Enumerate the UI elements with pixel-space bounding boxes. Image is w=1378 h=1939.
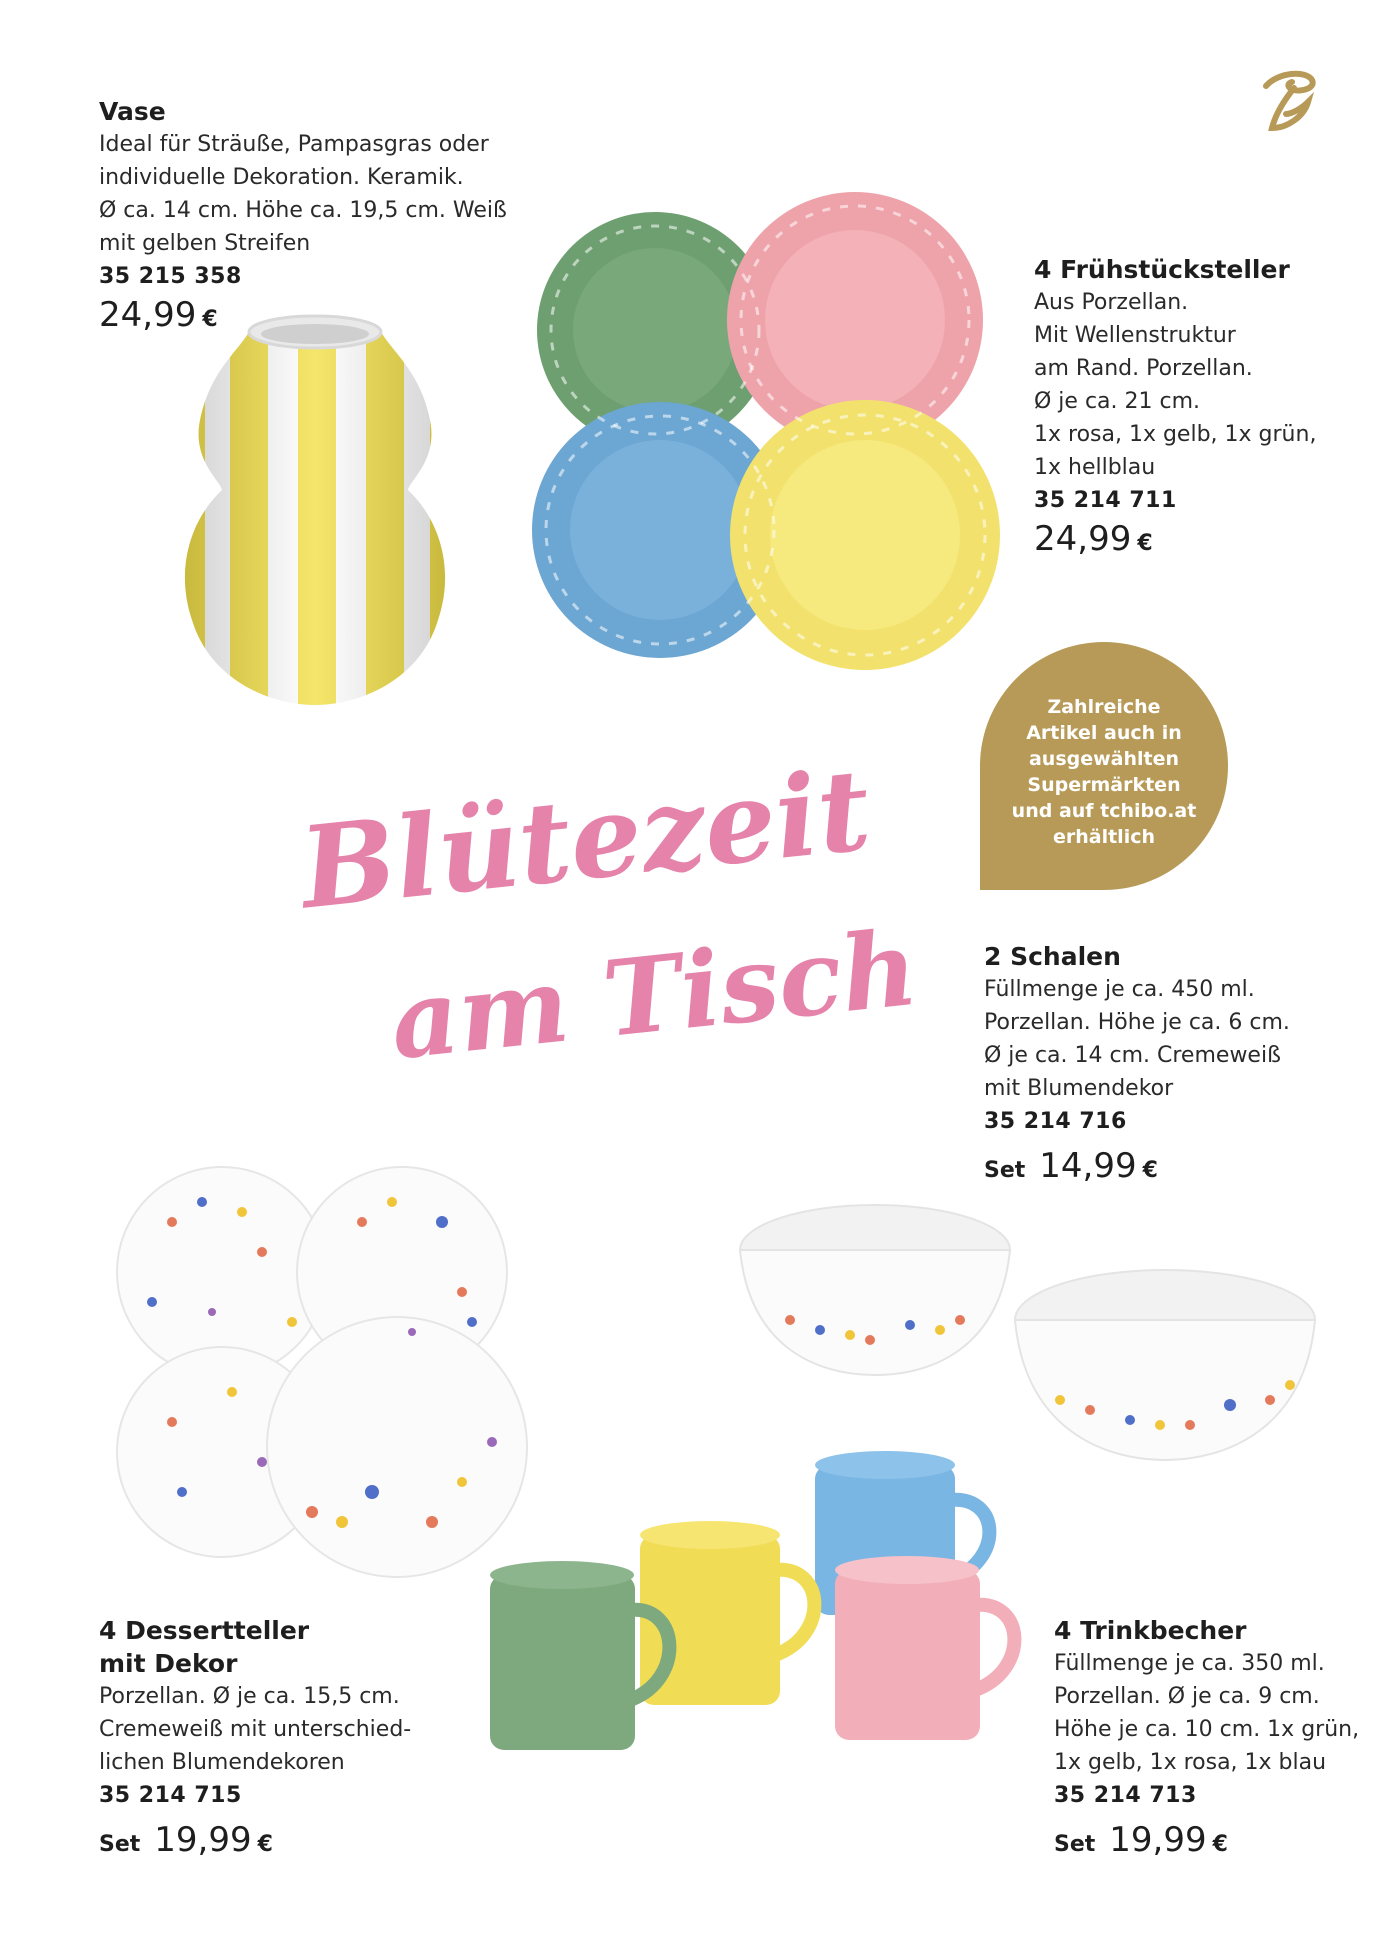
currency: €: [1137, 531, 1153, 556]
price-row: [1034, 519, 1354, 559]
tchibo-logo-icon: [1258, 68, 1318, 138]
product-title: 2 Schalen: [984, 942, 1121, 971]
product-title: 4 Dessertteller: [99, 1616, 310, 1645]
price: 14,99: [1039, 1146, 1137, 1186]
desc-line: 1x rosa, 1x gelb, 1x grün,: [1034, 422, 1317, 447]
desc-line: Ø ca. 14 cm. Höhe ca. 19,5 cm. Weiß: [99, 198, 507, 223]
set-label: Set: [99, 1832, 141, 1857]
product-fruehstuecksteller: [1034, 253, 1354, 559]
set-label: Set: [984, 1158, 1026, 1183]
desc-line: 1x hellblau: [1034, 455, 1156, 480]
article-number: 35 214 715: [99, 1783, 242, 1808]
desc-line: Porzellan. Ø je ca. 9 cm.: [1054, 1684, 1320, 1709]
desc-line: Porzellan. Ø je ca. 15,5 cm.: [99, 1684, 400, 1709]
price: 24,99: [99, 295, 197, 335]
price: 24,99: [1034, 519, 1132, 559]
article-number: 35 214 711: [1034, 488, 1177, 513]
currency: €: [1142, 1158, 1158, 1183]
desc-line: mit gelben Streifen: [99, 231, 311, 256]
mugs-image: [480, 1440, 1040, 1760]
article-number: 35 214 713: [1054, 1783, 1197, 1808]
article-number: 35 215 358: [99, 264, 242, 289]
desc-line: Mit Wellenstruktur: [1034, 323, 1236, 348]
currency: €: [1212, 1832, 1228, 1857]
product-vase: [99, 95, 519, 335]
vase-image: [180, 310, 450, 710]
desc-line: Ø je ca. 14 cm. Cremeweiß: [984, 1043, 1281, 1068]
desc-line: Porzellan. Höhe je ca. 6 cm.: [984, 1010, 1290, 1035]
product-title: mit Dekor: [99, 1649, 238, 1678]
dessert-plates-image: [112, 1162, 532, 1602]
desc-line: mit Blumendekor: [984, 1076, 1174, 1101]
desc-line: lichen Blumendekoren: [99, 1750, 345, 1775]
price: 19,99: [154, 1820, 252, 1860]
desc-line: individuelle Dekoration. Keramik.: [99, 165, 464, 190]
colored-plates-image: [525, 210, 1025, 680]
product-schalen: [984, 940, 1354, 1186]
set-label: Set: [1054, 1832, 1096, 1857]
desc-line: Höhe je ca. 10 cm. 1x grün,: [1054, 1717, 1360, 1742]
currency: €: [257, 1832, 273, 1857]
product-dessertteller: [99, 1614, 499, 1860]
desc-line: Aus Porzellan.: [1034, 290, 1189, 315]
headline-line-2: am Tisch: [384, 905, 923, 1084]
price-row: [1054, 1820, 1364, 1860]
desc-line: 1x gelb, 1x rosa, 1x blau: [1054, 1750, 1327, 1775]
currency: €: [202, 307, 218, 332]
price-row: [99, 1820, 499, 1860]
desc-line: am Rand. Porzellan.: [1034, 356, 1253, 381]
product-title: Vase: [99, 97, 166, 126]
desc-line: Cremeweiß mit unterschied-: [99, 1717, 412, 1742]
product-title: 4 Trinkbecher: [1054, 1616, 1247, 1645]
article-number: 35 214 716: [984, 1109, 1127, 1134]
product-trinkbecher: [1054, 1614, 1364, 1860]
product-title: 4 Frühstücksteller: [1034, 255, 1290, 284]
desc-line: Ideal für Sträuße, Pampasgras oder: [99, 132, 489, 157]
price: 19,99: [1109, 1820, 1207, 1860]
desc-line: Füllmenge je ca. 450 ml.: [984, 977, 1255, 1002]
desc-line: Füllmenge je ca. 350 ml.: [1054, 1651, 1325, 1676]
badge-text: Zahlreiche Artikel auch in ausgewählten Supermärkten und auf tchibo.at erhältlich: [1011, 696, 1197, 848]
desc-line: Ø je ca. 21 cm.: [1034, 389, 1201, 414]
headline-line-1: Blütezeit: [294, 744, 877, 935]
availability-badge: [980, 642, 1228, 890]
